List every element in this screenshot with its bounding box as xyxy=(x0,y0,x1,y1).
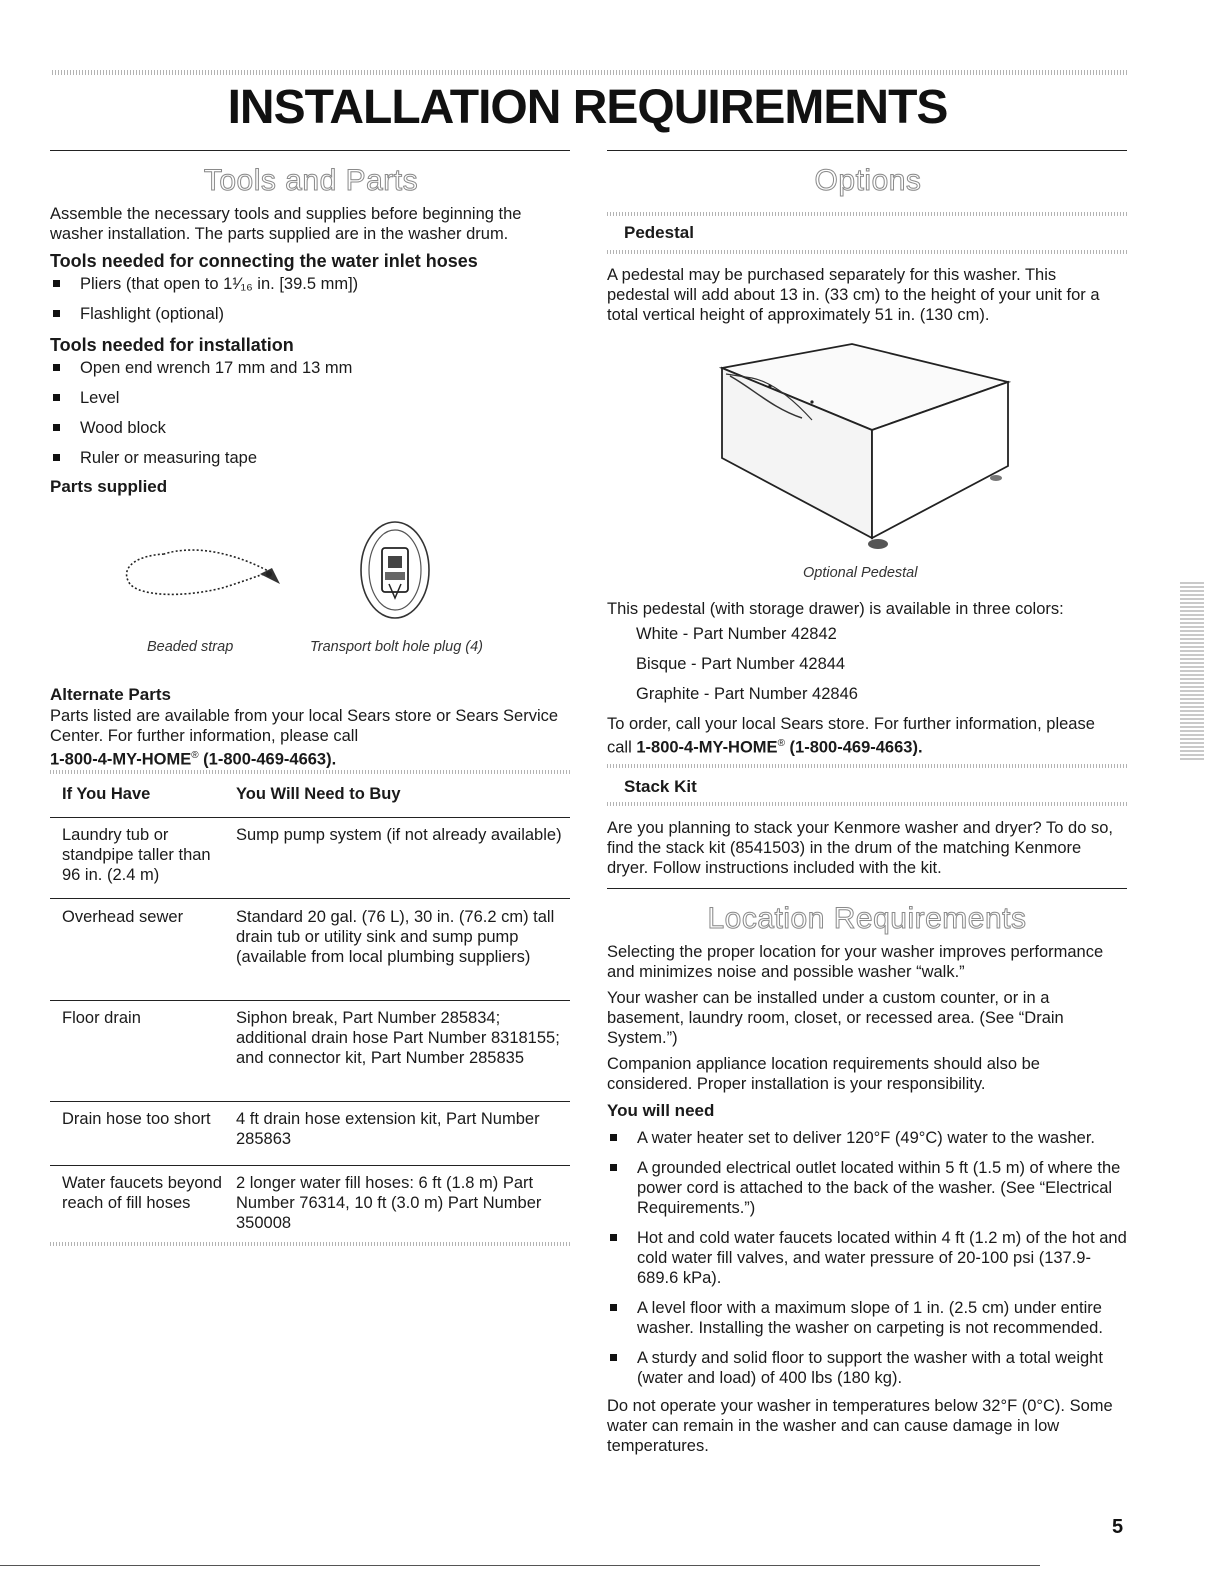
location-p3: Companion appliance location requirements should also be considered. Proper installation is your responsibility. xyxy=(607,1055,1040,1093)
table-cell-need: 4 ft drain hose extension kit, Part Number 285863 xyxy=(236,1110,540,1148)
list-item: Ruler or measuring tape xyxy=(50,448,572,468)
table-cell-need: Sump pump system (if not already available) xyxy=(236,826,562,844)
options-heading: Options xyxy=(814,164,922,197)
pedestal-caption: Optional Pedestal xyxy=(803,565,918,581)
parts-supplied-heading: Parts supplied xyxy=(50,477,168,496)
stack-kit-text: Are you planning to stack your Kenmore washer and dryer? To do so, find the stack kit (8541503) in the drum of the matching Kenmore dryer. Follow instructions included with the kit. xyxy=(607,819,1113,877)
list-item: A sturdy and solid floor to support the washer with a total weight (water and load) of 400 lbs (180 kg). xyxy=(607,1348,1127,1388)
you-will-need-list xyxy=(607,1128,1127,1388)
table-bottom-border xyxy=(50,1242,570,1246)
install-tools-heading: Tools needed for installation xyxy=(50,335,294,355)
registered-mark: ® xyxy=(191,750,199,761)
pedestal-colors-intro: This pedestal (with storage drawer) is available in three colors: xyxy=(607,600,1064,618)
alternate-parts-text xyxy=(50,706,572,770)
location-p1: Selecting the proper location for your washer improves performance and minimizes noise and possible washer “walk.” xyxy=(607,943,1104,981)
list-item: Pliers (that open to 1¹⁄₁₆ in. [39.5 mm]) xyxy=(50,274,572,294)
table-divider xyxy=(50,817,570,818)
stack-kit-heading: Stack Kit xyxy=(624,777,697,796)
install-tools-list xyxy=(50,358,572,468)
transport-plug-caption: Transport bolt hole plug (4) xyxy=(310,639,484,655)
pedestal-text: A pedestal may be purchased separately for this washer. This pedestal will add about 13 in. (33 cm) to the height of your unit for a total vertical height of approximately 51 in. (130 cm). xyxy=(607,266,1100,324)
table-cell-have: Laundry tub or standpipe taller than 96 in. (2.4 m) xyxy=(62,826,211,884)
page-title: INSTALLATION REQUIREMENTS xyxy=(227,81,948,134)
right-column-rule xyxy=(607,150,1127,151)
table-cell-have: Drain hose too short xyxy=(62,1110,211,1128)
table-cell-need: 2 longer water fill hoses: 6 ft (1.8 m) Part Number 76314, 10 ft (3.0 m) Part Number 350008 xyxy=(236,1174,542,1232)
list-item: A grounded electrical outlet located within 5 ft (1.5 m) of where the power cord is attached to the back of the washer. (See “Electrical Requirements.”) xyxy=(607,1158,1127,1218)
list-item: Flashlight (optional) xyxy=(50,304,572,324)
order-body: To order, call your local Sears store. For further information, please call xyxy=(607,715,1095,757)
location-p2: Your washer can be installed under a custom counter, or in a basement, laundry room, closet, or recessed area. (See “Drain System.”) xyxy=(607,989,1064,1047)
color-option: Bisque - Part Number 42844 xyxy=(636,655,846,673)
pedestal-bottom-border xyxy=(607,250,1127,254)
table-cell-have: Floor drain xyxy=(62,1009,141,1027)
page-number: 5 xyxy=(1112,1516,1124,1538)
order-text xyxy=(607,714,1122,758)
list-item: Level xyxy=(50,388,572,408)
list-item: Hot and cold water faucets located within 4 ft (1.2 m) of the hot and cold water fill valves, and water pressure of 20-100 psi (137.9-689.6 kPa). xyxy=(607,1228,1127,1288)
color-option: White - Part Number 42842 xyxy=(636,625,837,643)
tools-parts-intro: Assemble the necessary tools and supplies before beginning the washer installation. The parts supplied are in the washer drum. xyxy=(50,205,522,243)
hoses-tools-heading: Tools needed for connecting the water inlet hoses xyxy=(50,251,478,271)
list-item: Open end wrench 17 mm and 13 mm xyxy=(50,358,572,378)
list-item: A level floor with a maximum slope of 1 in. (2.5 cm) under entire washer. Installing the washer on carpeting is not recommended. xyxy=(607,1298,1127,1338)
table-divider xyxy=(50,1000,570,1001)
location-rule xyxy=(607,888,1127,889)
transport-plug-image xyxy=(355,518,435,623)
top-border xyxy=(52,70,1127,75)
phone-mnemonic: 1-800-4-MY-HOME xyxy=(50,750,192,769)
list-item: Wood block xyxy=(50,418,572,438)
beaded-strap-caption: Beaded strap xyxy=(147,639,234,655)
phone-number: (1-800-469-4663). xyxy=(203,750,337,769)
color-option: Graphite - Part Number 42846 xyxy=(636,685,858,703)
tools-parts-section xyxy=(50,164,572,498)
table-divider xyxy=(50,1101,570,1102)
table-cell-have: Water faucets beyond reach of fill hoses xyxy=(62,1174,222,1212)
table-cell-have: Overhead sewer xyxy=(62,908,184,926)
pedestal-top-border xyxy=(607,212,1127,216)
hoses-tools-list xyxy=(50,274,572,324)
beaded-strap-image xyxy=(112,540,292,610)
stack-top-border xyxy=(607,764,1127,768)
registered-mark: ® xyxy=(777,738,785,749)
table-cell-need: Standard 20 gal. (76 L), 30 in. (76.2 cm) tall drain tub or utility sink and sump pump (available from local plumbing suppliers) xyxy=(236,908,555,966)
location-closing: Do not operate your washer in temperatures below 32°F (0°C). Some water can remain in the washer and can cause damage in low temperatures. xyxy=(607,1397,1113,1455)
bottom-rule xyxy=(0,1565,1040,1566)
alternate-parts-section xyxy=(50,684,572,770)
you-will-need-heading: You will need xyxy=(607,1101,715,1120)
table-header-need: You Will Need to Buy xyxy=(236,785,401,803)
left-column-rule xyxy=(50,150,570,151)
options-section xyxy=(607,164,1129,198)
alternate-parts-heading: Alternate Parts xyxy=(50,685,171,704)
table-cell-need: Siphon break, Part Number 285834; additional drain hose Part Number 8318155; and connector kit, Part Number 285835 xyxy=(236,1009,560,1067)
tools-parts-heading: Tools and Parts xyxy=(203,164,419,197)
list-item: A water heater set to deliver 120°F (49°C) water to the washer. xyxy=(607,1128,1127,1148)
side-language-tab xyxy=(1180,580,1204,760)
table-header-have: If You Have xyxy=(62,785,151,803)
table-divider xyxy=(50,898,570,899)
stack-bottom-border xyxy=(607,802,1127,806)
table-top-border xyxy=(50,770,570,774)
location-heading: Location Requirements xyxy=(707,902,1027,935)
pedestal-heading: Pedestal xyxy=(624,223,694,242)
pedestal-image xyxy=(712,338,1022,558)
alternate-parts-body: Parts listed are available from your local Sears store or Sears Service Center. For further information, please call xyxy=(50,707,559,745)
table-divider xyxy=(50,1165,570,1166)
phone-number: (1-800-469-4663). xyxy=(789,738,923,757)
alternate-parts-table xyxy=(50,770,570,1250)
phone-mnemonic: 1-800-4-MY-HOME xyxy=(636,738,778,757)
location-section xyxy=(607,902,1127,1456)
